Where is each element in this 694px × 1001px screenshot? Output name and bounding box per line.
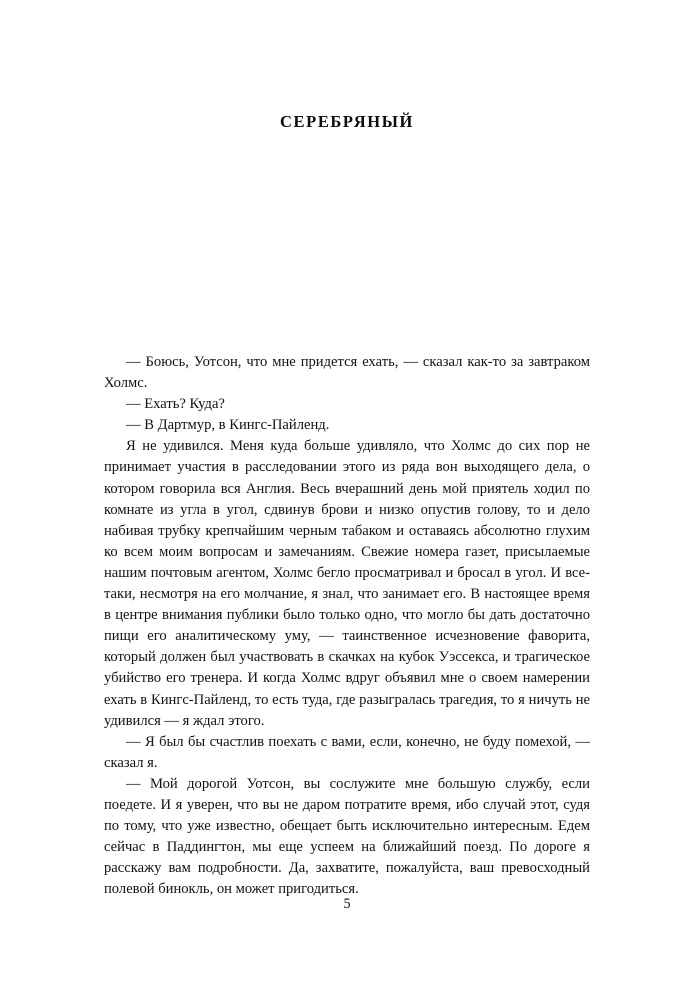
page-text-body xyxy=(104,352,590,900)
paragraph: — Боюсь, Уотсон, что мне придется ехать, — сказал как-то за завтраком Холмс. xyxy=(104,354,590,392)
paragraph: — Мой дорогой Уотсон, вы сослужите мне большую службу, если поедете. И я уверен, что вы не даром потратите время, ибо случай этот, судя по тому, что уже известно, обещает быть исключительно интересным. Едем сейчас в Паддингтон, мы еще успеем на ближайший поезд. По дороге я расскажу вам подробности. Да, захватите, пожалуйста, ваш превосходный полевой бинокль, он может пригодиться. xyxy=(104,775,590,898)
paragraph: — Ехать? Куда? xyxy=(126,396,225,413)
paragraph: — В Дартмур, в Кингс-Пайленд. xyxy=(126,417,330,434)
page-number: 5 xyxy=(343,896,351,912)
paragraph: — Я был бы счастлив поехать с вами, если, конечно, не буду помехой, — сказал я. xyxy=(104,733,590,771)
chapter-title: СЕРЕБРЯНЫЙ xyxy=(280,112,414,131)
paragraph: Я не удивился. Меня куда больше удивляло, что Холмс до сих пор не принимает участия в расследовании этого из ряда вон выходящего дела, о котором говорила вся Англия. Весь вчерашний день мой приятель ходил по комнате из угла в угол, сдвинув брови и низко опустив голову, то и дело набивая трубку крепчайшим черным табаком и оставаясь абсолютно глухим ко всем моим вопросам и замечаниям. Свежие номера газет, присылаемые нашим почтовым агентом, Холмс бегло просматривал и бросал в угол. И все-таки, несмотря на его молчание, я знал, что занимает его. В настоящее время в центре внимания публики было только одно, что могло бы дать достаточно пищи его аналитическому уму, — таинственное исчезновение фаворита, который должен был участвовать в скачках на кубок Уэссекса, и трагическое убийство его тренера. И когда Холмс вдруг объявил мне о своем намерении ехать в Кингс-Пайленд, то есть туда, где разыгралась трагедия, то я ничуть не удивился — я ждал этого. xyxy=(104,438,590,729)
